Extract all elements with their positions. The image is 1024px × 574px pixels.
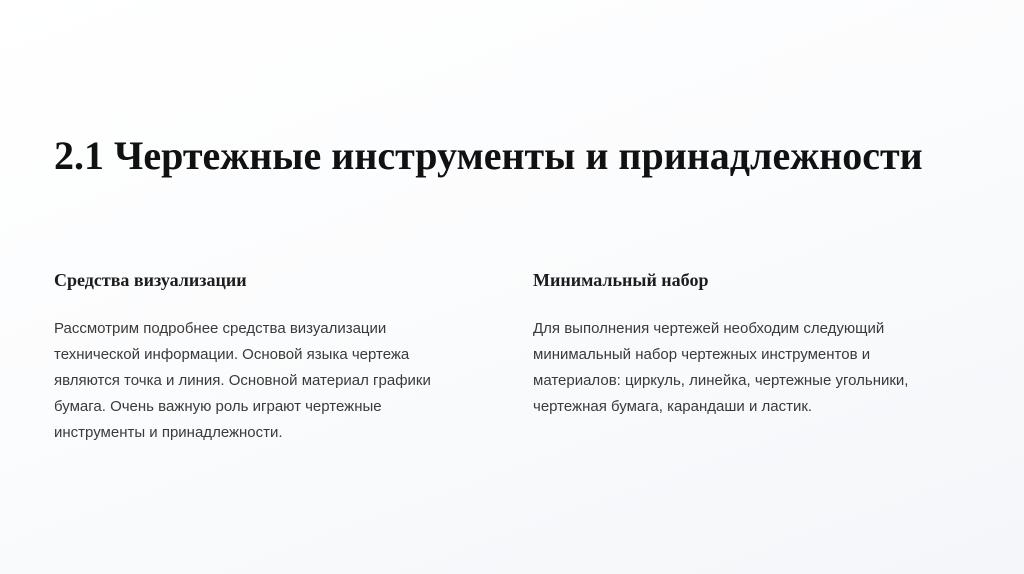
text-line: инструменты и принадлежности. [54, 424, 283, 441]
column-minimal-set [533, 266, 963, 420]
text-line: являются точка и линия. Основной материал графики [54, 372, 431, 389]
text-line: материалов: циркуль, линейка, чертежные угольники, [533, 372, 909, 389]
text-line: технической информации. Основой языка чертежа [54, 346, 410, 363]
column-body-text [533, 316, 963, 420]
slide-title: 2.1 Чертежные инструменты и принадлежности [54, 133, 923, 178]
column-visualization-tools [54, 266, 484, 446]
column-body-text [54, 316, 484, 446]
text-line: чертежная бумага, карандаши и ластик. [533, 398, 813, 415]
text-line: Для выполнения чертежей необходим следующий [533, 320, 885, 337]
text-line: Рассмотрим подробнее средства визуализации [54, 320, 387, 337]
text-line: бумага. Очень важную роль играют чертежные [54, 398, 382, 415]
column-heading: Минимальный набор [533, 270, 709, 290]
text-line: минимальный набор чертежных инструментов и [533, 346, 871, 363]
column-heading: Средства визуализации [54, 270, 247, 290]
